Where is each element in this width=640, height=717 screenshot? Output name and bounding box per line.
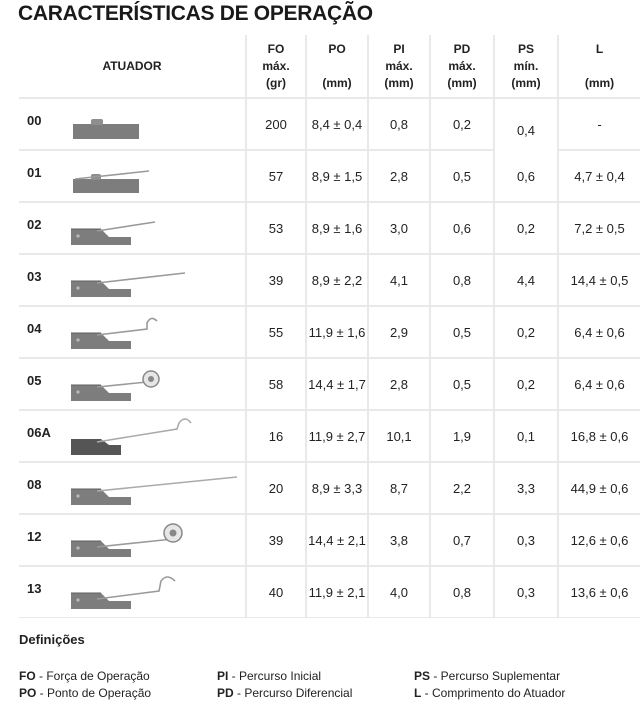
header-pi <box>369 35 429 97</box>
table-cell-ps: 0,3 <box>495 515 557 565</box>
table-cell-fo: 53 <box>247 203 305 253</box>
table-cell-fo: 57 <box>247 151 305 201</box>
table-cell-pi: 4,1 <box>369 255 429 305</box>
actuator-drawing-icon <box>67 469 245 512</box>
header-po-line2 <box>335 58 338 75</box>
actuator-code: 01 <box>27 165 42 180</box>
table-cell-po: 11,9 ± 2,1 <box>307 567 367 617</box>
table-cell-pd: 0,5 <box>431 307 493 357</box>
operation-characteristics-table <box>19 35 640 618</box>
header-pi-line1: PI <box>393 41 405 56</box>
table-row-actuator <box>19 515 245 565</box>
table-cell-pi: 3,8 <box>369 515 429 565</box>
table-cell-l: 12,6 ± 0,6 <box>559 515 640 565</box>
table-cell-ps: 0,6 <box>495 151 557 201</box>
actuator-code: 03 <box>27 269 42 284</box>
actuator-drawing-icon <box>67 521 185 564</box>
actuator-drawing-icon <box>67 105 157 148</box>
table-cell-pi: 2,8 <box>369 359 429 409</box>
actuator-code: 13 <box>27 581 42 596</box>
page-title: CARACTERÍSTICAS DE OPERAÇÃO <box>18 2 373 25</box>
definition-pi: PI - Percurso Inicial <box>217 669 322 683</box>
definition-fo: FO - Força de Operação <box>19 669 150 683</box>
table-cell-po: 14,4 ± 2,1 <box>307 515 367 565</box>
actuator-drawing-icon <box>67 365 163 408</box>
table-row-actuator <box>19 463 245 513</box>
table-cell-ps: 0,3 <box>495 567 557 617</box>
header-l-line3: (mm) <box>584 75 615 90</box>
header-po <box>307 35 367 97</box>
table-cell-l: 6,4 ± 0,6 <box>559 359 640 409</box>
table-cell-fo: 16 <box>247 411 305 461</box>
table-cell-l: 44,9 ± 0,6 <box>559 463 640 513</box>
table-cell-l: 4,7 ± 0,4 <box>559 151 640 201</box>
header-fo <box>247 35 305 97</box>
table-cell-l: 14,4 ± 0,5 <box>559 255 640 305</box>
header-po-line1: PO <box>328 41 346 56</box>
actuator-drawing-icon <box>67 417 195 460</box>
header-fo-line1: FO <box>267 41 285 56</box>
actuator-code: 08 <box>27 477 42 492</box>
table-row-actuator <box>19 203 245 253</box>
header-l-line1: L <box>595 41 604 56</box>
table-cell-fo: 39 <box>247 255 305 305</box>
table-row-actuator <box>19 99 245 149</box>
definitions-title: Definições <box>19 632 85 647</box>
table-cell-po: 8,4 ± 0,4 <box>307 99 367 149</box>
table-row-actuator <box>19 411 245 461</box>
table-cell-pi: 2,8 <box>369 151 429 201</box>
table-cell-po: 14,4 ± 1,7 <box>307 359 367 409</box>
table-cell-fo: 58 <box>247 359 305 409</box>
table-cell-pd: 0,2 <box>431 99 493 149</box>
table-cell-po: 8,9 ± 1,6 <box>307 203 367 253</box>
header-pi-line3: (mm) <box>384 75 414 90</box>
header-ps-line3: (mm) <box>511 75 541 90</box>
table-cell-pd: 0,6 <box>431 203 493 253</box>
actuator-drawing-icon <box>67 573 179 616</box>
table-cell-ps: 0,2 <box>495 359 557 409</box>
header-ps <box>495 35 557 97</box>
table-cell-fo: 20 <box>247 463 305 513</box>
table-cell-po: 11,9 ± 1,6 <box>307 307 367 357</box>
table-row-actuator <box>19 151 245 201</box>
table-row-actuator <box>19 359 245 409</box>
table-cell-ps: 0,4 <box>495 99 557 155</box>
table-row-actuator <box>19 307 245 357</box>
definition-pd: PD - Percurso Diferencial <box>217 686 353 700</box>
table-cell-l: 6,4 ± 0,6 <box>559 307 640 357</box>
table-cell-l: - <box>559 99 640 149</box>
header-pi-line2: máx. <box>385 58 413 73</box>
header-pd-line2: máx. <box>448 58 476 73</box>
table-cell-po: 8,9 ± 2,2 <box>307 255 367 305</box>
header-actuator: ATUADOR <box>19 35 245 97</box>
header-fo-line3: (gr) <box>266 75 286 90</box>
header-ps-line2: mín. <box>513 58 539 73</box>
table-cell-fo: 40 <box>247 567 305 617</box>
table-cell-ps: 0,1 <box>495 411 557 461</box>
definition-ps: PS - Percurso Suplementar <box>414 669 561 683</box>
table-cell-pd: 0,5 <box>431 151 493 201</box>
actuator-code: 06A <box>27 425 51 440</box>
definition-po: PO - Ponto de Operação <box>19 686 152 700</box>
table-cell-ps: 0,2 <box>495 203 557 253</box>
table-cell-pd: 1,9 <box>431 411 493 461</box>
header-pd <box>431 35 493 97</box>
table-cell-ps: 4,4 <box>495 255 557 305</box>
table-cell-fo: 200 <box>247 99 305 149</box>
table-cell-pi: 10,1 <box>369 411 429 461</box>
table-cell-po: 8,9 ± 3,3 <box>307 463 367 513</box>
actuator-drawing-icon <box>67 209 157 252</box>
header-pd-line1: PD <box>453 41 471 56</box>
header-pd-line3: (mm) <box>447 75 477 90</box>
table-cell-l: 7,2 ± 0,5 <box>559 203 640 253</box>
header-po-line3: (mm) <box>322 75 352 90</box>
actuator-code: 05 <box>27 373 42 388</box>
table-cell-pi: 8,7 <box>369 463 429 513</box>
actuator-drawing-icon <box>67 313 159 356</box>
actuator-drawing-icon <box>67 157 157 200</box>
table-cell-po: 8,9 ± 1,5 <box>307 151 367 201</box>
table-row-actuator <box>19 255 245 305</box>
actuator-drawing-icon <box>67 261 187 304</box>
table-cell-pi: 2,9 <box>369 307 429 357</box>
table-row-actuator <box>19 567 245 617</box>
table-cell-l: 16,8 ± 0,6 <box>559 411 640 461</box>
actuator-code: 04 <box>27 321 42 336</box>
table-cell-l: 13,6 ± 0,6 <box>559 567 640 617</box>
table-cell-fo: 55 <box>247 307 305 357</box>
table-cell-pi: 4,0 <box>369 567 429 617</box>
header-fo-line2: máx. <box>262 58 290 73</box>
header-l-line2 <box>598 58 601 75</box>
table-cell-pi: 0,8 <box>369 99 429 149</box>
actuator-code: 00 <box>27 113 42 128</box>
table-cell-pd: 0,8 <box>431 567 493 617</box>
definition-l: L - Comprimento do Atuador <box>414 686 566 700</box>
table-cell-pd: 2,2 <box>431 463 493 513</box>
table-cell-pd: 0,5 <box>431 359 493 409</box>
actuator-code: 02 <box>27 217 42 232</box>
table-cell-ps: 0,2 <box>495 307 557 357</box>
header-l <box>559 35 640 97</box>
table-cell-pi: 3,0 <box>369 203 429 253</box>
table-cell-fo: 39 <box>247 515 305 565</box>
table-cell-po: 11,9 ± 2,7 <box>307 411 367 461</box>
header-ps-line1: PS <box>517 41 534 56</box>
table-cell-ps: 3,3 <box>495 463 557 513</box>
table-cell-pd: 0,8 <box>431 255 493 305</box>
table-cell-pd: 0,7 <box>431 515 493 565</box>
actuator-code: 12 <box>27 529 42 544</box>
